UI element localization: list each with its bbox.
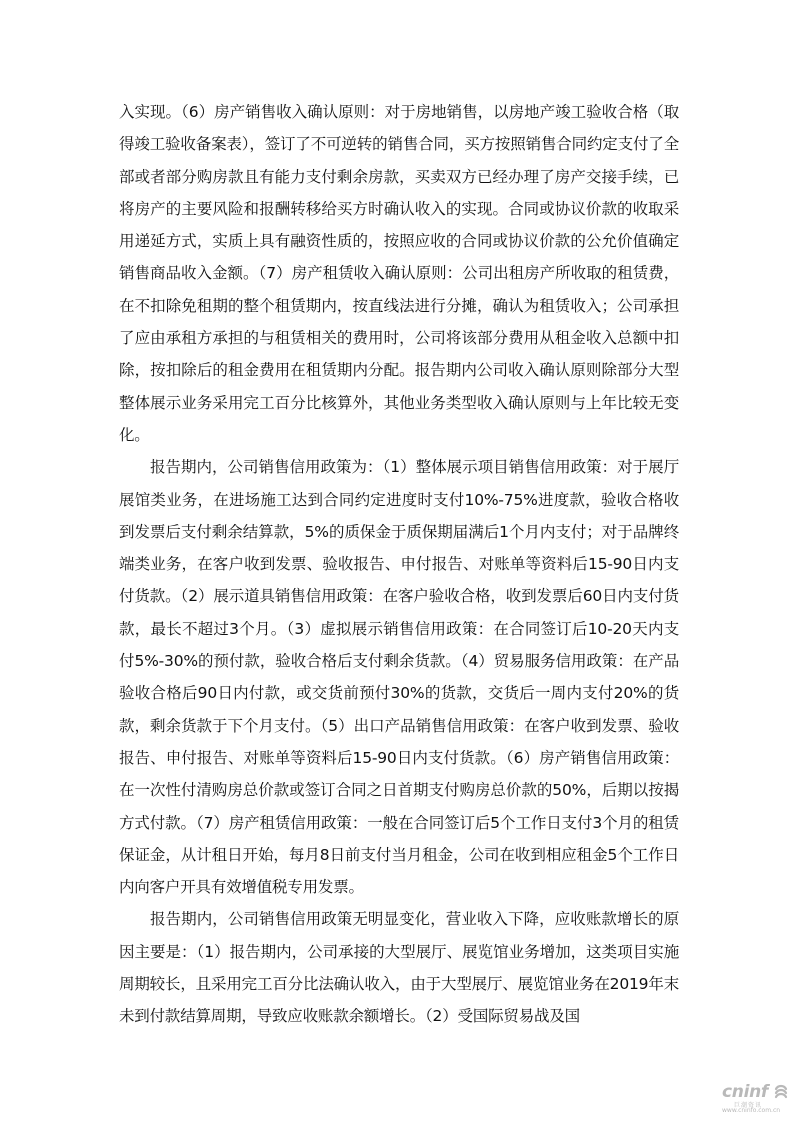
cninfo-watermark xyxy=(722,1082,790,1114)
paragraph-receivables-growth: 报告期内，公司销售信用政策无明显变化，营业收入下降，应收账款增长的原因主要是：（1）报告期内，公司承接的大型展厅、展览馆业务增加，这类项目实施周期较长，且采用完工百分比法确认收入，由于大型展厅、展览馆业务在2019年末未到付款结算周期，导致应收账款余额增长。（2）受国际贸易战及国 xyxy=(119,910,679,1026)
watermark-chinese-name: 巨潮资讯 xyxy=(734,1102,763,1109)
watermark-logo-text: cninf xyxy=(722,1082,769,1102)
paragraph-revenue-recognition: 入实现。（6）房产销售收入确认原则：对于房地销售，以房地产竣工验收合格（取得竣工验收备案表），签订了不可逆转的销售合同，买方按照销售合同约定支付了全部或者部分购房款且有能力支付剩余房款，买卖双方已经办理了房产交接手续，已将房产的主要风险和报酬转移给买方时确认收入的实现。合同或协议价款的收取采用递延方式，实质上具有融资性质的，按照应收的合同或协议价款的公允价值确定销售商品收入金额。（7）房产租赁收入确认原则：公司出租房产所收取的租赁费，在不扣除免租期的整个租赁期内，按直线法进行分摊，确认为租赁收入；公司承担了应由承租方承担的与租赁相关的费用时，公司将该部分费用从租金收入总额中扣除，按扣除后的租金费用在租赁期内分配。报告期内公司收入确认原则除部分大型整体展示业务采用完工百分比核算外，其他业务类型收入确认原则与上年比较无变化。 xyxy=(119,103,679,444)
document-body xyxy=(119,96,679,1033)
watermark-url: www.cninfo.com.cn xyxy=(722,1107,781,1114)
cninfo-logo-icon xyxy=(773,1084,789,1100)
paragraph-credit-policy: 报告期内，公司销售信用政策为：（1）整体展示项目销售信用政策：对于展厅展馆类业务，在进场施工达到合同约定进度时支付10%-75%进度款，验收合格收到发票后支付剩余结算款，5%的质保金于质保期届满后1个月内支付；对于品牌终端类业务，在客户收到发票、验收报告、申付报告、对账单等资料后15-90日内支付货款。（2）展示道具销售信用政策：在客户验收合格，收到发票后60日内支付货款，最长不超过3个月。（3）虚拟展示销售信用政策：在合同签订后10-20天内支付5%-30%的预付款，验收合格后支付剩余货款。（4）贸易服务信用政策：在产品验收合格后90日内付款，或交货前预付30%的货款，交货后一周内支付20%的货款，剩余货款于下个月支付。（5）出口产品销售信用政策：在客户收到发票、验收报告、申付报告、对账单等资料后15-90日内支付货款。（6）房产销售信用政策：在一次性付清购房总价款或签订合同之日首期支付购房总价款的50%，后期以按揭方式付款。（7）房产租赁信用政策：一般在合同签订后5个工作日支付3个月的租赁保证金，从计租日开始，每月8日前支付当月租金，公司在收到相应租金5个工作日内向客户开具有效增值税专用发票。 xyxy=(119,458,679,897)
